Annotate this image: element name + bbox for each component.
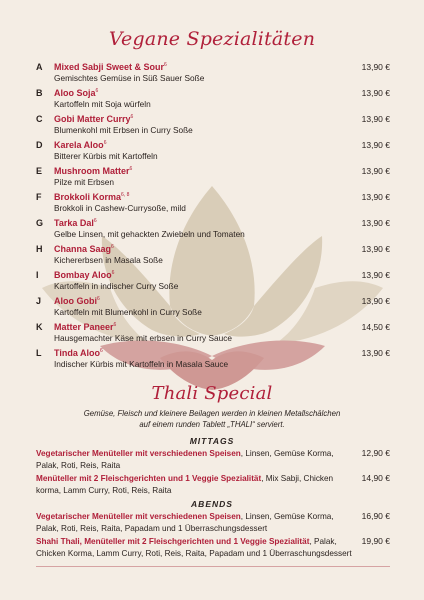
mittags-item-2-highlight: Menüteller mit 2 Fleischgerichten und 1 Veggie Spezialität xyxy=(36,474,262,483)
item-price: 13,90 € xyxy=(361,114,390,124)
abends-item-1-price: 16,90 € xyxy=(361,511,390,521)
item-letter: L xyxy=(36,348,42,358)
thali-intro-line-2: auf einem runden Tablett „THALI“ serviert. xyxy=(139,420,285,429)
item-letter: H xyxy=(36,244,43,254)
item-allergen-note: 6 xyxy=(97,296,100,302)
item-allergen-note: 6 xyxy=(111,270,115,276)
item-name xyxy=(54,88,98,98)
mittags-item-1-highlight: Vegetarischer Menüteller mit verschiedenen Speisen xyxy=(36,449,241,458)
abends-item-2-highlight: Shahi Thali, Menüteller mit 2 Fleischgerichten und 1 Veggie Spezialität xyxy=(36,537,310,546)
item-allergen-note: 6 xyxy=(95,88,99,94)
item-price: 13,90 € xyxy=(361,192,390,202)
item-letter: G xyxy=(36,218,44,228)
item-description: Brokkoli in Cashew-Currysoße, mild xyxy=(54,203,186,213)
item-name-text: Karela Aloo xyxy=(54,140,104,150)
item-price: 13,90 € xyxy=(361,140,390,150)
item-price: 13,90 € xyxy=(361,270,390,280)
item-description: Gelbe Linsen, mit gehackten Zwiebeln und Tomaten xyxy=(54,229,245,239)
item-allergen-note: 6 xyxy=(164,62,167,68)
item-letter: B xyxy=(36,88,43,98)
item-name xyxy=(54,244,114,254)
vegan-item xyxy=(0,88,424,114)
item-description: Gemischtes Gemüse in Süß Sauer Soße xyxy=(54,73,205,83)
thali-intro xyxy=(40,408,384,430)
mittags-item-1-rest: , Linsen, Gemüse Korma, Palak, Roti, Reis, Raita xyxy=(36,449,334,470)
vegan-item xyxy=(0,296,424,322)
vegan-item xyxy=(0,348,424,374)
abends-item-1 xyxy=(36,511,356,534)
thali-section-title: Thali Special xyxy=(151,383,273,404)
item-allergen-note: 6 xyxy=(100,348,103,354)
item-description: Kartoffeln in indischer Curry Soße xyxy=(54,281,179,291)
item-name-text: Aloo Gobi xyxy=(54,296,97,306)
item-name xyxy=(54,348,103,358)
mittags-item-2 xyxy=(36,473,356,496)
item-description: Kartoffeln mit Blumenkohl in Curry Soße xyxy=(54,307,202,317)
item-name-text: Tinda Aloo xyxy=(54,348,100,358)
item-name-text: Matter Paneer xyxy=(54,322,114,332)
item-allergen-note: 6 xyxy=(130,114,134,120)
item-letter: D xyxy=(36,140,43,150)
vegan-item xyxy=(0,270,424,296)
mittags-item-1 xyxy=(36,448,356,471)
vegan-item xyxy=(0,62,424,88)
vegan-item xyxy=(0,244,424,270)
item-allergen-note: 6 xyxy=(129,166,133,172)
abends-item-2-price: 19,90 € xyxy=(361,536,390,546)
item-name xyxy=(54,62,167,72)
item-name xyxy=(54,140,106,150)
item-description: Hausgemachter Käse mit erbsen in Curry Sauce xyxy=(54,333,233,343)
item-name xyxy=(54,192,129,202)
item-letter: A xyxy=(36,62,43,72)
item-description: Indischer Kürbis mit Kartoffeln in Masala Sauce xyxy=(54,359,229,369)
vegan-section-title: Vegane Spezialitäten xyxy=(108,28,316,50)
item-price: 13,90 € xyxy=(361,218,390,228)
item-name-text: Mushroom Matter xyxy=(54,166,130,176)
item-description: Bitterer Kürbis mit Kartoffeln xyxy=(54,151,158,161)
item-name xyxy=(54,270,114,280)
item-letter: J xyxy=(36,296,42,306)
item-name-text: Tarka Dal xyxy=(54,218,94,228)
item-price: 13,90 € xyxy=(361,166,390,176)
item-price: 14,50 € xyxy=(361,322,390,332)
item-description: Blumenkohl mit Erbsen in Curry Soße xyxy=(54,125,193,135)
abends-item-2-rest: , Palak, Chicken Korma, Lamm Curry, Roti, Reis, Raita, Papadam und 1 Überraschungsdessert xyxy=(36,537,352,558)
vegan-item xyxy=(0,166,424,192)
abends-heading: ABENDS xyxy=(191,499,233,509)
item-name xyxy=(54,114,133,124)
item-letter: F xyxy=(36,192,42,202)
item-price: 13,90 € xyxy=(361,348,390,358)
item-name xyxy=(54,166,132,176)
item-letter: I xyxy=(36,270,39,280)
item-allergen-note: 6 xyxy=(103,140,107,146)
item-name-text: Aloo Soja xyxy=(54,88,96,98)
item-name-text: Brokkoli Korma xyxy=(54,192,122,202)
bottom-divider xyxy=(36,566,390,567)
item-allergen-note: 6, 8 xyxy=(121,192,130,198)
vegan-item xyxy=(0,218,424,244)
mittags-item-2-rest: , Mix Sabji, Chicken korma, Lamm Curry, Roti, Reis, Raita xyxy=(36,474,334,495)
item-name-text: Bombay Aloo xyxy=(54,270,112,280)
abends-item-1-highlight: Vegetarischer Menüteller mit verschiedenen Speisen xyxy=(36,512,241,521)
item-name xyxy=(54,322,116,332)
item-allergen-note: 6 xyxy=(93,218,97,224)
item-price: 13,90 € xyxy=(361,62,390,72)
item-description: Kichererbsen in Masala Soße xyxy=(54,255,163,265)
item-price: 13,90 € xyxy=(361,296,390,306)
item-price: 13,90 € xyxy=(361,88,390,98)
item-letter: K xyxy=(36,322,43,332)
thali-intro-line-1: Gemüse, Fleisch und kleinere Beilagen werden in kleinen Metallschälchen xyxy=(83,409,341,418)
item-description: Pilze mit Erbsen xyxy=(54,177,114,187)
vegan-item xyxy=(0,140,424,166)
item-allergen-note: 6 xyxy=(113,322,117,328)
item-description: Kartoffeln mit Soja würfeln xyxy=(54,99,151,109)
item-name-text: Mixed Sabji Sweet & Sour xyxy=(54,62,165,72)
item-name-text: Gobi Matter Curry xyxy=(54,114,131,124)
item-name xyxy=(54,296,100,306)
vegan-item xyxy=(0,322,424,348)
item-price: 13,90 € xyxy=(361,244,390,254)
abends-item-2 xyxy=(36,536,356,559)
mittags-heading: MITTAGS xyxy=(189,436,235,446)
item-name-text: Channa Saag xyxy=(54,244,112,254)
vegan-item xyxy=(0,114,424,140)
vegan-item xyxy=(0,192,424,218)
mittags-item-2-price: 14,90 € xyxy=(361,473,390,483)
abends-item-1-rest: , Linsen, Gemüse Korma, Palak, Roti, Reis, Raita, Papadam und 1 Überraschungsdessert xyxy=(36,512,334,533)
item-allergen-note: 6 xyxy=(111,244,114,250)
item-letter: E xyxy=(36,166,43,176)
item-name xyxy=(54,218,97,228)
mittags-item-1-price: 12,90 € xyxy=(361,448,390,458)
item-letter: C xyxy=(36,114,43,124)
